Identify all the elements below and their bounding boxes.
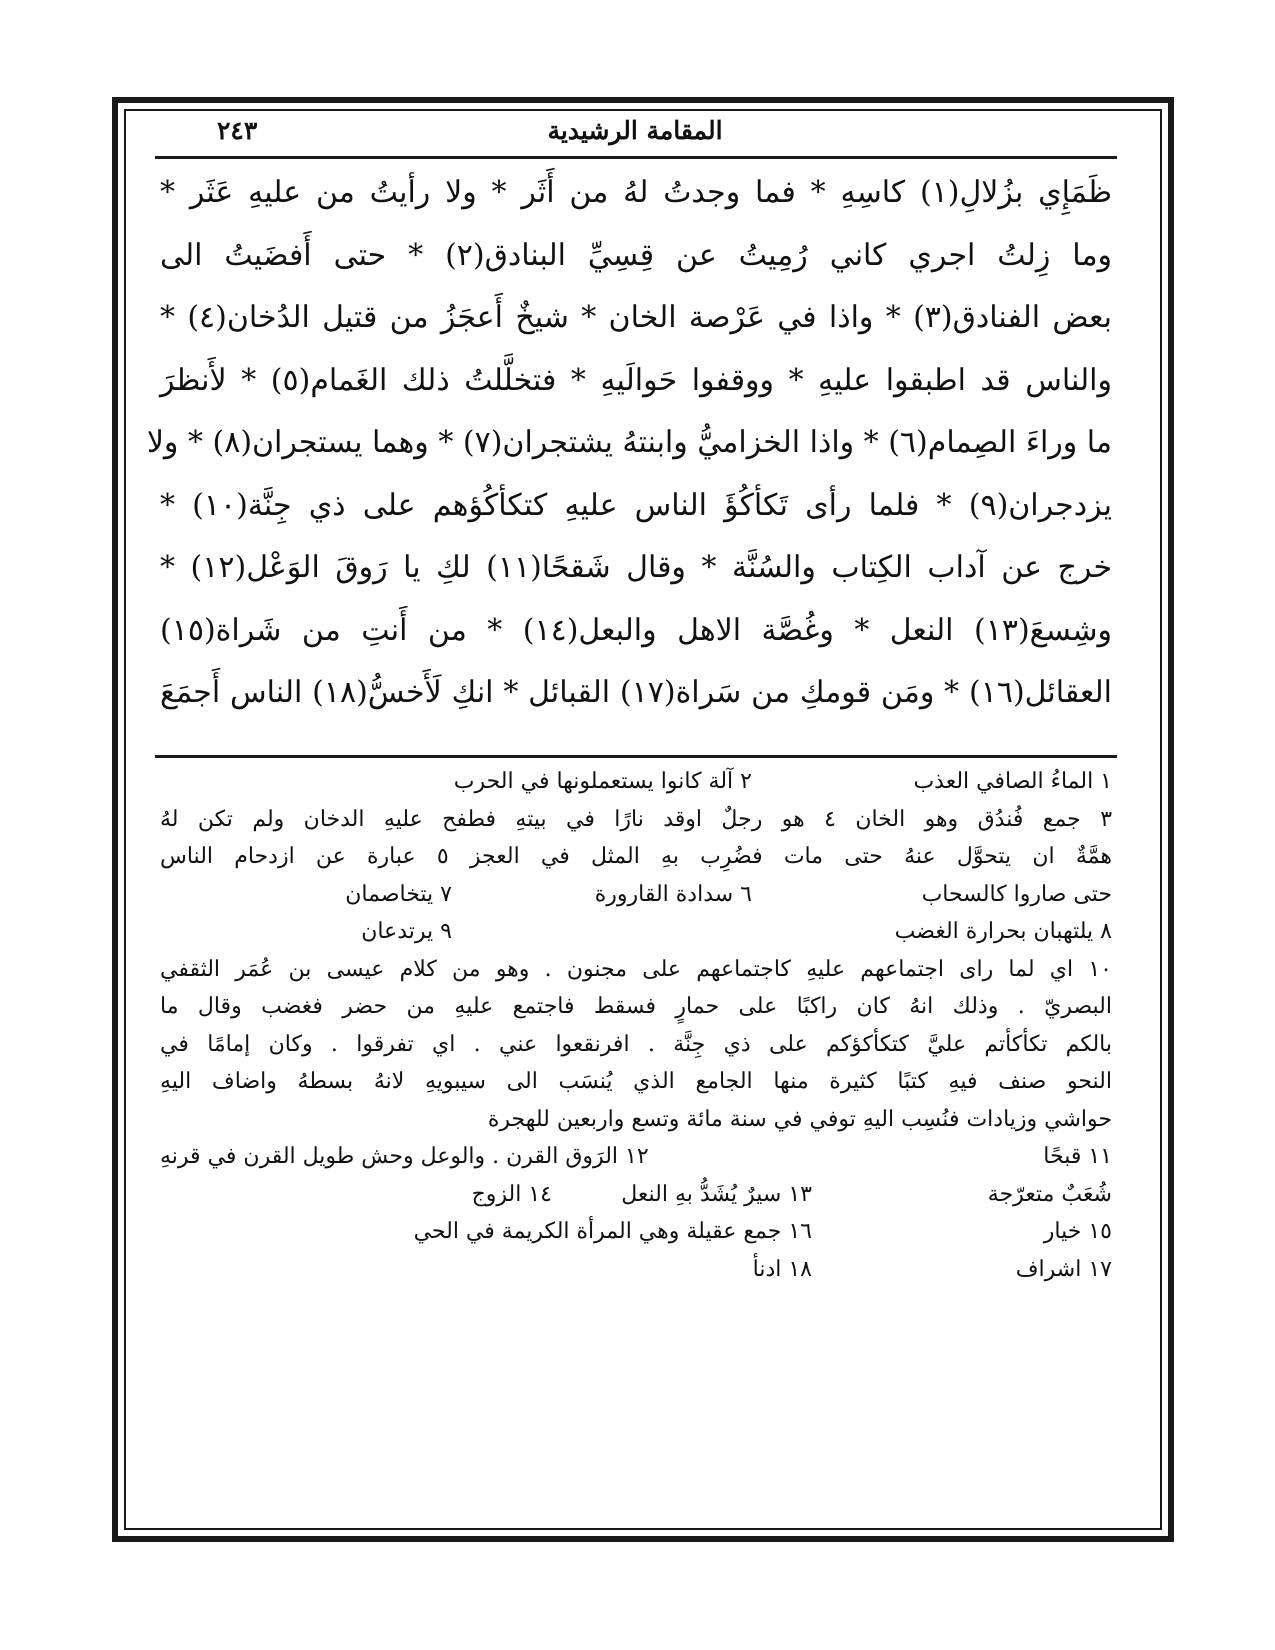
footnote-row	[160, 1251, 1112, 1289]
page-header	[155, 112, 1115, 154]
footnote-line: ٣ جمع فُندُق وهو الخان ٤ هو رجلٌ اوقد نارًا في بيتهِ فطفح عليهِ الدخان ولم تكن لهُ	[160, 806, 1113, 832]
footnote-row	[160, 913, 1112, 951]
footnote: ١ الماءُ الصافي العذب	[913, 769, 1112, 794]
page-number: ٢٤٣	[217, 116, 258, 145]
footnote-row	[160, 876, 1112, 914]
header-rule	[155, 156, 1117, 159]
text-line: العقائل(١٦) * ومَن قومكِ من سَراة(١٧) القبائل * انكِ لَأَخسُّ(١٨) الناس أَجمَعَ	[160, 675, 1112, 710]
footnote: ١٥ خيار	[1043, 1219, 1112, 1244]
text-line: وما زِلتُ اجري كاني رُمِيتُ عن قِسِيِّ البنادق(٢) * حتى أَفضَيتُ الى	[160, 237, 1113, 273]
main-text	[146, 162, 1113, 725]
text-line: بعض الفنادق(٣) * واذا في عَرْصة الخان * شيخٌ أَعجَزُ من قتيل الدُخان(٤) *	[160, 300, 1112, 335]
footnote: ١٨ ادنأ	[752, 1256, 812, 1282]
footnote: ١٤ الزوج	[471, 1181, 552, 1207]
footnote-row	[160, 1213, 1112, 1251]
footnote-row	[160, 763, 1112, 801]
footnote: ١٧ اشراف	[1015, 1256, 1112, 1282]
text-line: وشِسعَ(١٣) النعل * وغُصَّة الاهل والبعل(١٤) * من أَنتِ من شَراة(١٥)	[160, 612, 1112, 648]
footnote: ٨ يلتهبان بحرارة الغضب	[894, 919, 1112, 944]
footnote: شُعَبٌ متعرّجة	[987, 1181, 1112, 1207]
footnote-line: البصريّ . وذلك انهُ كان راكبًا على حمارٍ فسقط فاجتمع عليهِ من حضر فغضب وقال ما	[160, 994, 1112, 1019]
footnote-line: حواشي وزيادات فنُسِب اليهِ توفي في سنة مائة وتسع واربعين للهجرة	[487, 1106, 1112, 1132]
footnote: ١٦ جمع عقيلة وهي المرأة الكريمة في الحي	[413, 1219, 812, 1244]
footnote: ٩ يرتدعان	[361, 919, 452, 944]
footnote-row	[160, 1138, 1112, 1176]
footnote: ٧ يتخاصمان	[345, 881, 452, 907]
text-line: ما وراءَ الصِمام(٦) * واذا الخزاميُّ وابنتهُ يشتجران(٧) * وهما يستجران(٨) * ولا	[146, 425, 1112, 460]
text-line: والناس قد اطبقوا عليهِ * ووقفوا حَوالَيهِ * فتخلَّلتُ ذلك الغَمام(٥) * لأَنظرَ	[160, 362, 1112, 398]
footnote-rule	[155, 755, 1117, 758]
text-line: ظَمَإِي بزُلالِ(١) كاسِهِ * فما وجدتُ لهُ من أَثَر * ولا رأيتُ من عليهِ عَثَر *	[160, 175, 1112, 210]
footnote: ١٣ سيرٌ يُشَدُّ بهِ النعل	[621, 1181, 812, 1207]
footnote-line: همَّةٌ ان يتحوَّل عنهُ حتى مات فضُرِب بهِ المثل في العجز ٥ عبارة عن ازدحام الناس	[160, 844, 1112, 869]
text-line: يزدجران(٩) * فلما رأى تَكأكُؤَ الناس عليهِ كتكأكُؤهم على ذي جِنَّة(١٠) *	[160, 487, 1112, 523]
footnote: ١١ قبحًا	[1043, 1144, 1112, 1169]
footnote: ٢ آلة كانوا يستعملونها في الحرب	[453, 769, 752, 794]
footnote-line: النحو صنف فيهِ كتبًا كثيرة منها الجامع الذي يُنسَب الى سيبويهِ لانهُ بسطهُ واضاف اليهِ	[160, 1069, 1112, 1094]
footnote-row	[160, 1176, 1112, 1214]
running-title: المقامة الرشيدية	[547, 116, 723, 145]
footnote-line: ١٠ اي لما راى اجتماعهم عليهِ كاجتماعهم على مجنون . وهو من كلام عيسى بن عُمَر الثقفي	[160, 956, 1112, 982]
footnote: ١٢ الرَوق القرن . والوعل وحش طويل القرن في قرنهِ	[160, 1144, 649, 1169]
footnote-line: بالكم تكأكأتم عليَّ كتكأكؤكم على ذي جِنَّة . افرنقعوا عني . اي تفرقوا . وكان إمامًا في	[160, 1031, 1112, 1057]
text-line: خرج عن آداب الكِتاب والسُنَّة * وقال شَقحًا(١١) لكِ يا رَوقَ الوَعْل(١٢) *	[160, 550, 1112, 585]
footnotes	[160, 763, 1112, 1288]
footnote: حتى صاروا كالسحاب	[921, 881, 1112, 907]
footnote: ٦ سدادة القارورة	[594, 881, 752, 907]
